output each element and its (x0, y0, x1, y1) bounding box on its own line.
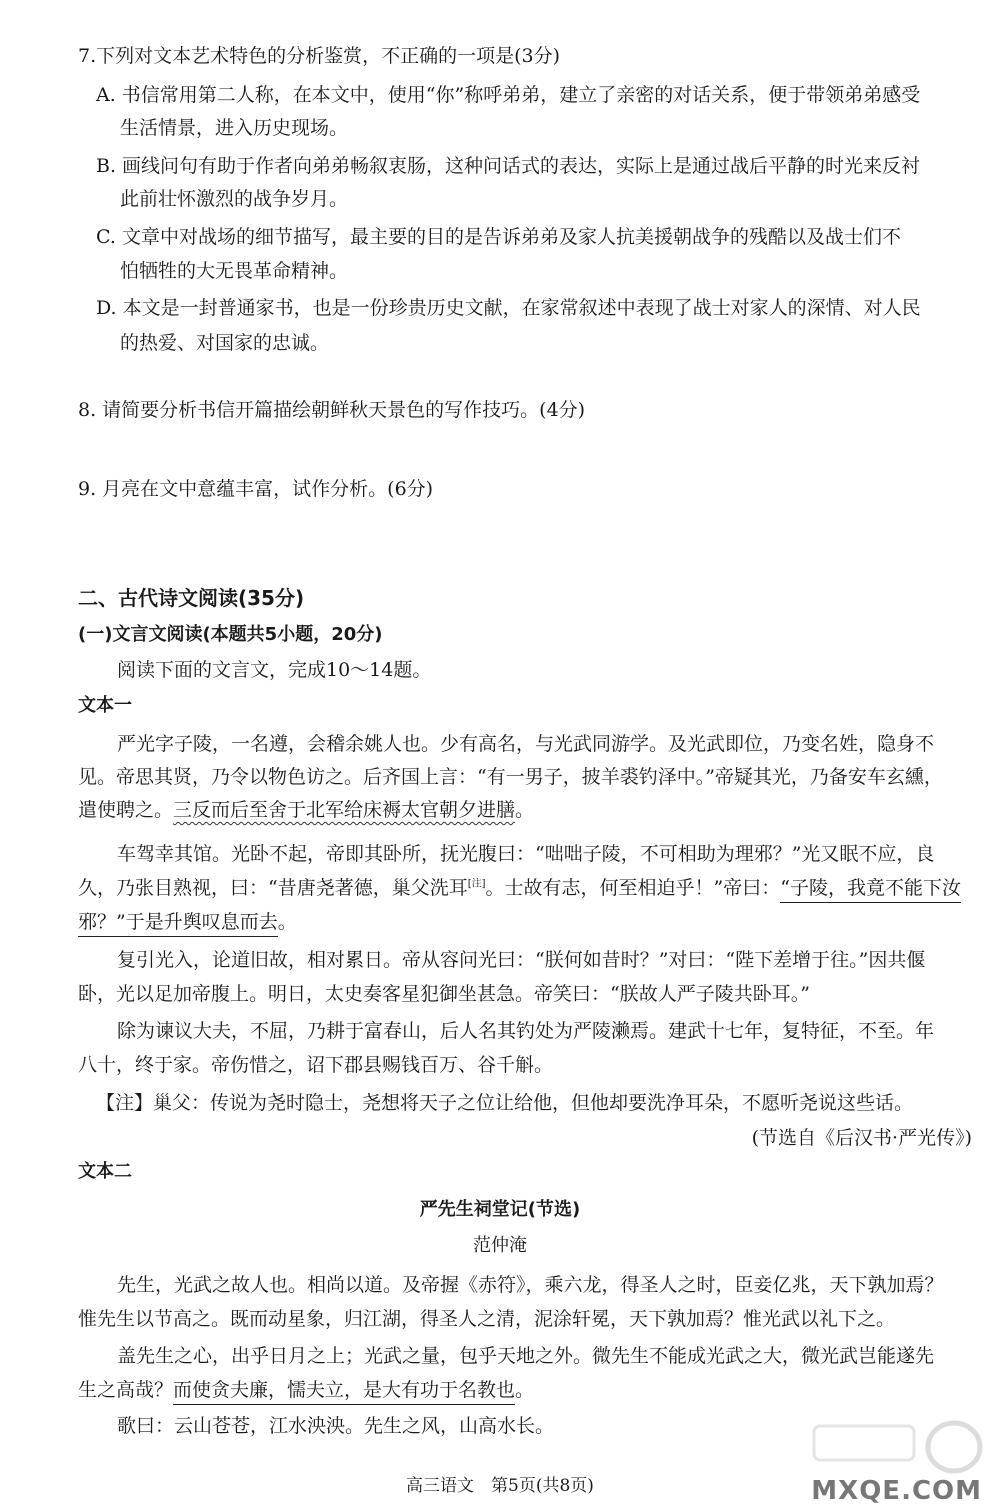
text1-p2-line3-end: 。 (277, 911, 297, 933)
q7-option-b-line2: 此前壮怀激烈的战争岁月。 (120, 188, 349, 210)
text1-p2-line2-start: 久，乃张目熟视，曰：“昔唐尧著德，巢父洗耳 (78, 877, 468, 899)
q7-option-a-line1: A. 书信常用第二人称，在本文中，使用“你”称呼弟弟，建立了亲密的对话关系，便于带领弟弟感受 (96, 84, 921, 106)
text1-p4-line1: 除为谏议大夫，不屈，乃耕于富春山，后人名其钓处为严陵濑焉。建武十七年，复特征，不至。年 (117, 1020, 935, 1042)
text1-p1-line1: 严光字子陵，一名遵，会稽余姚人也。少有高名，与光武同游学。及光武即位，乃变名姓，隐身不 (117, 733, 935, 755)
q7-option-a-line2: 生活情景，进入历史现场。 (120, 117, 349, 139)
text1-p1-line2: 见。帝思其贤，乃令以物色访之。后齐国上言：“有一男子，披羊裘钓泽中。”帝疑其光，乃备安车玄纁， (78, 766, 943, 788)
subsection-title: (一)文言文阅读(本题共5小题，20分) (78, 624, 383, 645)
text1-p3-line2: 卧，光以足加帝腹上。明日，太史奏客星犯御坐甚急。帝笑曰：“朕故人严子陵共卧耳。” (78, 983, 810, 1005)
q9-prompt: 9. 月亮在文中意蕴丰富，试作分析。(6分) (78, 478, 434, 500)
text1-p4-line2: 八十，终于家。帝伤惜之，诏下郡县赐钱百万、谷千斛。 (78, 1054, 554, 1076)
wavy-underlined-sentence: 三反而后至舍于北军给床褥太官朝夕进膳 (173, 799, 516, 821)
text1-p3-line1: 复引光入，论道旧故，相对累日。帝从容问光曰：“朕何如昔时？”对曰：“陛下差增于往。”因共偃 (117, 949, 926, 971)
text2-p2-line1: 盖先生之心，出乎日月之上；光武之量，包乎天地之外。微先生不能成光武之大，微光武岂能遂先 (117, 1345, 935, 1367)
q8-prompt: 8. 请简要分析书信开篇描绘朝鲜秋天景色的写作技巧。(4分) (78, 399, 586, 421)
text1-label: 文本一 (78, 695, 132, 716)
underlined-quote-part1: “子陵，我竟不能下汝 (780, 877, 961, 903)
text2-p2-line2 (78, 1381, 534, 1400)
text2-p1-line2: 惟先生以节高之。既而动星象，归江湖，得圣人之清，泥涂轩冕，天下孰加焉？惟光武以礼下之。 (78, 1308, 896, 1330)
watermark-text: MXQE.COM (811, 1476, 982, 1506)
underlined-sentence: 而使贪夫廉，懦夫立，是大有功于名教也 (173, 1379, 515, 1405)
underlined-quote-part2: 邪？”于是升舆叹息而去 (78, 911, 278, 937)
text1-p1-line3 (78, 801, 534, 820)
text1-source: (节选自《后汉书·严光传》) (751, 1127, 972, 1149)
text1-p1-line3-start: 遣使聘之。 (78, 799, 174, 821)
text2-p2-line2-end: 。 (515, 1379, 535, 1401)
q7-option-c-line2: 怕牺牲的大无畏革命精神。 (120, 260, 349, 282)
q7-stem: 7.下列对文本艺术特色的分析鉴赏，不正确的一项是(3分) (78, 45, 561, 67)
text2-title: 严先生祠堂记(节选) (419, 1199, 581, 1220)
section-title: 二、古代诗文阅读(35分) (78, 586, 305, 610)
text1-p1-line3-end: 。 (515, 799, 535, 821)
page-footer: 高三语文 第5页(共8页) (406, 1476, 594, 1496)
text2-p3: 歌曰：云山苍苍，江水泱泱。先生之风，山高水长。 (117, 1415, 555, 1437)
text1-p2-line2-mid: 。士故有志，何至相迫乎！”帝曰： (485, 877, 781, 899)
q7-option-d-line1: D. 本文是一封普通家书，也是一份珍贵历史文献，在家常叙述中表现了战士对家人的深情、对人民 (96, 297, 921, 319)
q7-option-c-line1: C. 文章中对战场的细节描写，最主要的目的是告诉弟弟及家人抗美援朝战争的残酷以及战士们不 (96, 226, 901, 248)
text2-p2-line2-start: 生之高哉？ (78, 1379, 174, 1401)
text1-p2-line1: 车驾幸其馆。光卧不起，帝即其卧所，抚光腹曰：“咄咄子陵，不可相助为理邪？”光又眠不应，良 (117, 843, 935, 865)
text1-p2-line2 (78, 879, 961, 898)
text2-label: 文本二 (78, 1161, 132, 1182)
footnote: 【注】巢父：传说为尧时隐士，尧想将天子之位让给他，但他却要洗净耳朵，不愿听尧说这些话。 (96, 1092, 914, 1114)
section-instruction: 阅读下面的文言文，完成10～14题。 (117, 659, 432, 681)
q7-option-b-line1: B. 画线问句有助于作者向弟弟畅叙衷肠，这种问话式的表达，实际上是通过战后平静的时光来反衬 (96, 155, 921, 177)
text2-p1-line1: 先生，光武之故人也。相尚以道。及帝握《赤符》，乘六龙，得圣人之时，臣妾亿兆，天下孰加焉？ (117, 1274, 944, 1296)
text1-p2-line3 (78, 913, 297, 932)
q7-option-d-line2: 的热爱、对国家的忠诚。 (120, 332, 330, 354)
footnote-marker: [注] (467, 878, 486, 890)
text2-author: 范仲淹 (473, 1235, 527, 1256)
